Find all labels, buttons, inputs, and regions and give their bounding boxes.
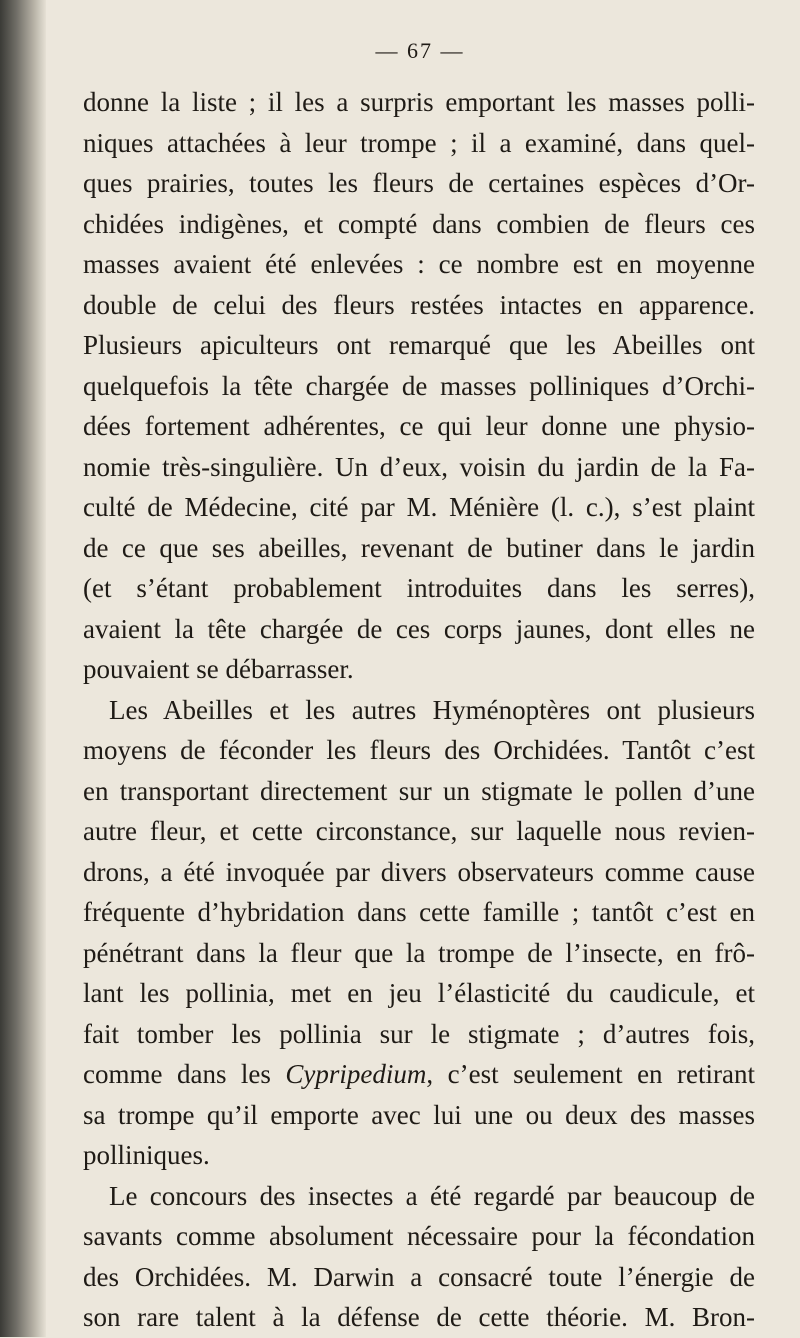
text-line: des Orchidées. M. Darwin a consacré toute l’énergie de — [83, 1261, 755, 1292]
text-line: niques attachées à leur trompe ; il a examiné, dans quel- — [83, 127, 755, 158]
text-line: Les Abeilles et les autres Hyménoptères ont plusieurs — [109, 694, 755, 725]
text-line: (et s’étant probablement introduites dans les serres), — [83, 573, 755, 603]
text-line: Plusieurs apiculteurs ont remarqué que les Abeilles ont — [83, 330, 755, 360]
text-line: donne la liste ; il les a surpris emportant les masses polli- — [83, 87, 755, 117]
text-line: fait tomber les pollinia sur le stigmate ; d’autres fois, — [83, 1018, 755, 1049]
text-line: sa trompe qu’il emporte avec lui une ou deux des masses — [83, 1099, 755, 1130]
text-line: pouvaient se débarrasser. — [83, 654, 354, 684]
text-line: ques prairies, toutes les fleurs de certaines espèces d’Or- — [83, 168, 755, 198]
text-line: dées fortement adhérentes, ce qui leur donne une physio- — [83, 411, 755, 441]
text-line: avaient la tête chargée de ces corps jaunes, dont elles ne — [83, 613, 755, 644]
body-text — [83, 82, 755, 1338]
text-line: comme dans les Cypripedium, c’est seulement en retirant — [83, 1059, 755, 1089]
text-line: savants comme absolument nécessaire pour la fécondation — [83, 1221, 755, 1251]
text-line: polliniques. — [83, 1140, 210, 1170]
text-line: pénétrant dans la fleur que la trompe de l’insecte, en frô- — [83, 937, 755, 968]
text-line: drons, a été invoquée par divers observateurs comme cause — [83, 856, 755, 887]
text-line: masses avaient été enlevées : ce nombre est en moyenne — [83, 249, 755, 279]
text-line: en transportant directement sur un stigmate le pollen d’une — [83, 775, 755, 806]
text-line: son rare talent à la défense de cette théorie. M. Bron- — [83, 1302, 755, 1332]
text-line: moyens de féconder les fleurs des Orchidées. Tantôt c’est — [83, 735, 755, 765]
text-line: fréquente d’hybridation dans cette famille ; tantôt c’est en — [83, 897, 755, 927]
text-line: Le concours des insectes a été regardé par beaucoup de — [109, 1180, 755, 1211]
text-line: chidées indigènes, et compté dans combien de fleurs ces — [83, 208, 755, 239]
text-line: nomie très-singulière. Un d’eux, voisin du jardin de la Fa- — [83, 451, 755, 482]
text-line: quelquefois la tête chargée de masses polliniques d’Orchi- — [83, 370, 755, 401]
text-line: double de celui des fleurs restées intactes en apparence. — [83, 289, 755, 320]
text-line: lant les pollinia, met en jeu l’élasticité du caudicule, et — [83, 978, 755, 1008]
page-number: — 67 — — [375, 38, 465, 63]
text-line: culté de Médecine, cité par M. Ménière (l. c.), s’est plaint — [83, 492, 755, 522]
text-line: autre fleur, et cette circonstance, sur laquelle nous revien- — [83, 816, 755, 846]
text-line: de ce que ses abeilles, revenant de butiner dans le jardin — [83, 532, 755, 563]
